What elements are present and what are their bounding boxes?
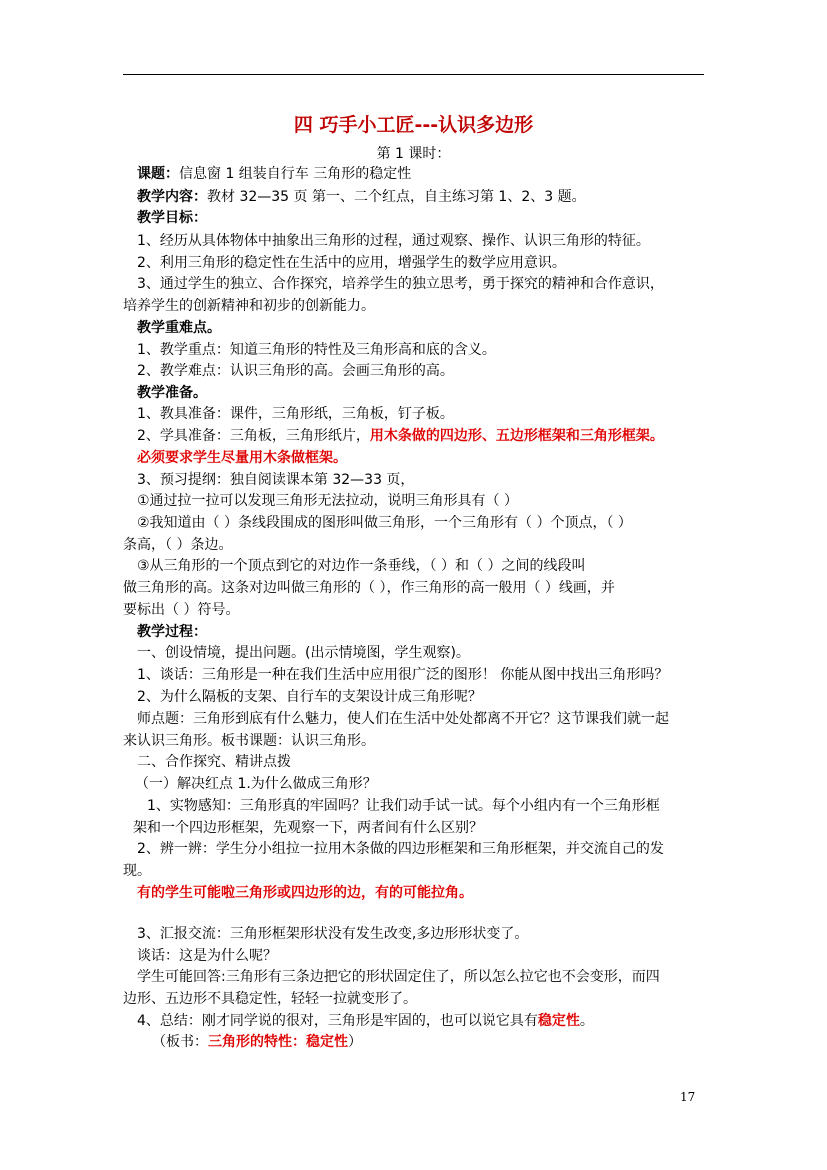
content-line xyxy=(137,187,727,207)
board-note-highlight: 三角形的特性：稳定性 xyxy=(208,1034,348,1050)
process-step-2a: （一）解决红点 1.为什么做成三角形？ xyxy=(135,776,377,792)
process-step-4-text: 4、总结：刚才同学说的很对，三角形是牢固的，也可以说它具有 xyxy=(137,1013,538,1029)
board-note-open: （板书： xyxy=(152,1034,208,1050)
preview-question-3b: 做三角形的高。这条对边叫做三角形的（ ），作三角形的高一般用（ ）线画，并 xyxy=(123,580,615,596)
prep-1: 1、教具准备：课件，三角形纸，三角板，钉子板。 xyxy=(137,406,454,422)
process-step-4 xyxy=(137,1011,727,1031)
preview-question-2a: ②我知道由（ ）条线段围成的图形叫做三角形，一个三角形有（ ）个顶点，（ ） xyxy=(137,515,632,531)
process-step-4-highlight: 稳定性 xyxy=(537,1013,580,1029)
board-note-close: ） xyxy=(348,1034,362,1050)
prep-2-highlight: 用木条做的四边形、五边形框架和三角形框架。 xyxy=(369,428,664,444)
content-text: 教材 32—35 页 第一、二个红点，自主练习第 1、2、3 题。 xyxy=(207,189,586,205)
key-1: 1、教学重点：知道三角形的特性及三角形高和底的含义。 xyxy=(137,342,496,358)
prep-heading: 教学准备。 xyxy=(137,385,207,401)
goal-3a: 3、通过学生的独立、合作探究，培养学生的独立思考，勇于探究的精神和合作意识， xyxy=(137,276,664,292)
lesson-number: 第 1 课时： xyxy=(376,146,451,162)
process-step-3a: 谈话：这是为什么呢？ xyxy=(137,948,277,964)
process-step-3: 3、汇报交流：三角形框架形状没有发生改变,多边形形状变了。 xyxy=(137,926,529,942)
process-step-1c-2: 来认识三角形。板书课题：认识三角形。 xyxy=(123,733,375,749)
goal-2: 2、利用三角形的稳定性在生活中的应用，增强学生的数学应用意识。 xyxy=(137,255,566,271)
subject-text: 信息窗 1 组装自行车 三角形的稳定性 xyxy=(179,166,412,182)
process-step-2-note: 有的学生可能啦三角形或四边形的边，有的可能拉角。 xyxy=(137,885,473,901)
goal-1: 1、经历从具体物体中抽象出三角形的过程，通过观察、操作、认识三角形的特征。 xyxy=(137,233,650,249)
process-heading: 教学过程： xyxy=(137,624,207,640)
process-step-1b: 2、为什么隔板的支架、自行车的支架设计成三角形呢？ xyxy=(137,689,482,705)
process-step-1c-1: 师点题：三角形到底有什么魅力，使人们在生活中处处都离不开它？这节课我们就一起 xyxy=(137,711,669,727)
preview-question-3c: 要标出（ ）符号。 xyxy=(123,602,240,618)
process-step-2b-2: 架和一个四边形框架，先观察一下，两者间有什么区别？ xyxy=(133,820,483,836)
content-label: 教学内容： xyxy=(137,189,207,205)
goals-heading: 教学目标： xyxy=(137,210,207,226)
preview-question-3a: ③从三角形的一个顶点到它的对边作一条垂线，（ ）和（ ）之间的线段叫 xyxy=(137,558,586,574)
key-2: 2、教学难点：认识三角形的高。会画三角形的高。 xyxy=(137,363,454,379)
process-step-2c-1: 2、辨一辨：学生分小组拉一拉用木条做的四边形框架和三角形框架，并交流自己的发 xyxy=(137,841,664,857)
process-step-3b-2: 边形、五边形不具稳定性，轻轻一拉就变形了。 xyxy=(123,991,417,1007)
prep-2 xyxy=(137,426,727,446)
prep-2-text: 2、学具准备：三角板，三角形纸片， xyxy=(137,428,370,444)
process-step-2c-2: 现。 xyxy=(123,863,151,879)
header-rule xyxy=(123,74,704,75)
prep-2-note: 必须要求学生尽量用木条做框架。 xyxy=(137,450,347,466)
preview-question-1: ①通过拉一拉可以发现三角形无法拉动，说明三角形具有（ ） xyxy=(137,493,518,509)
page-title: 四 巧手小工匠---认识多边形 xyxy=(293,114,534,136)
preview-question-2b: 条高，（ ）条边。 xyxy=(123,537,233,553)
process-step-1a: 1、谈话：三角形是一种在我们生活中应用很广泛的图形！ 你能从图中找出三角形吗？ xyxy=(137,667,669,683)
key-heading: 教学重难点。 xyxy=(137,320,221,336)
subject-line xyxy=(137,164,727,184)
page-number: 17 xyxy=(680,1090,696,1104)
process-step-4-end: 。 xyxy=(579,1013,594,1029)
process-step-2b-1: 1、实物感知：三角形真的牢固吗？让我们动手试一试。每个小组内有一个三角形框 xyxy=(147,798,660,814)
process-step-1: 一、创设情境，提出问题。(出示情境图，学生观察)。 xyxy=(137,645,470,661)
prep-3: 3、预习提纲：独自阅读课本第 32—33 页， xyxy=(137,472,415,488)
subject-label: 课题： xyxy=(137,166,179,182)
process-step-2: 二、合作探究、精讲点拨 xyxy=(137,754,291,770)
process-step-3b-1: 学生可能回答:三角形有三条边把它的形状固定住了，所以怎么拉它也不会变形，而四 xyxy=(137,969,660,985)
goal-3b: 培养学生的创新精神和初步的创新能力。 xyxy=(123,298,375,314)
board-note xyxy=(152,1032,742,1052)
